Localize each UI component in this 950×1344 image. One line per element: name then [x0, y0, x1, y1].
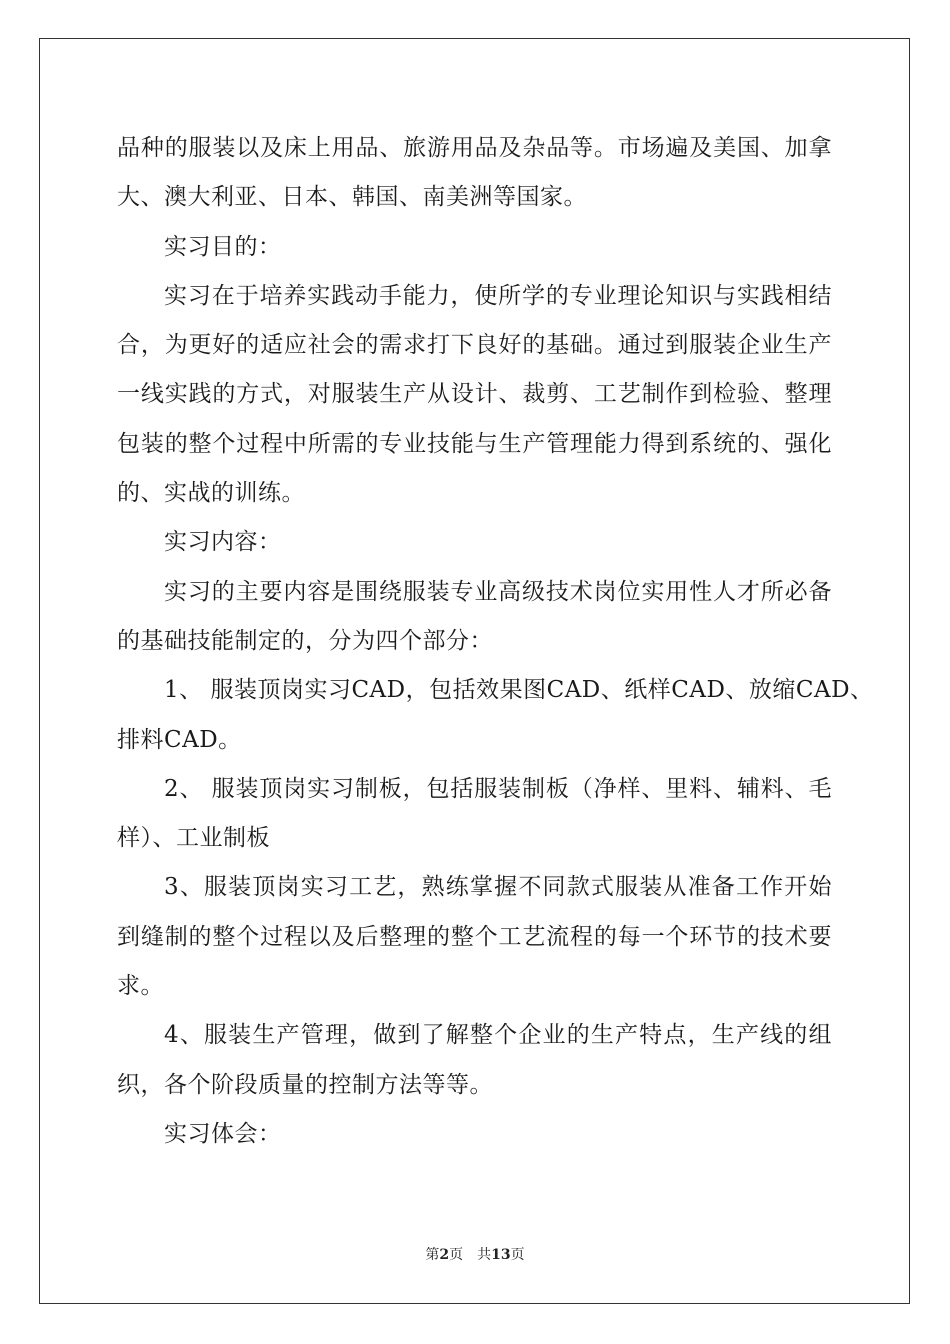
- page-number-suffix: 页: [449, 1247, 464, 1263]
- text-line: 求。: [117, 973, 164, 1000]
- text-line: 2、 服装顶岗实习制板，包括服装制板（净样、里料、辅料、毛: [164, 775, 832, 802]
- text-line: 包装的整个过程中所需的专业技能与生产管理能力得到系统的、强化: [117, 430, 832, 457]
- page-footer: [0, 1245, 950, 1265]
- text-line: 实习的主要内容是围绕服装专业高级技术岗位实用性人才所必备: [164, 578, 832, 605]
- text-line: 实习体会：: [164, 1120, 282, 1147]
- text-line: 的基础技能制定的，分为四个部分：: [117, 627, 493, 654]
- total-pages-suffix: 页: [510, 1247, 525, 1263]
- text-line: 织，各个阶段质量的控制方法等等。: [117, 1071, 493, 1098]
- text-line: 排料CAD。: [117, 726, 242, 753]
- total-pages-prefix: 共: [477, 1247, 492, 1263]
- document-body: [117, 124, 874, 1159]
- text-line: 到缝制的整个过程以及后整理的整个工艺流程的每一个环节的技术要: [117, 923, 832, 950]
- text-line: 样）、工业制板: [117, 825, 270, 852]
- text-line: 大、澳大利亚、日本、韩国、南美洲等国家。: [117, 184, 587, 211]
- page-number: 2: [439, 1247, 450, 1263]
- page-number-prefix: 第: [425, 1247, 440, 1263]
- total-pages: 13: [491, 1247, 511, 1263]
- text-line: 3、服装顶岗实习工艺，熟练掌握不同款式服装从准备工作开始: [164, 874, 832, 901]
- text-line: 实习目的：: [164, 233, 282, 260]
- text-line: 的、实战的训练。: [117, 480, 305, 507]
- text-line: 品种的服装以及床上用品、旅游用品及杂品等。市场遍及美国、加拿: [117, 135, 832, 161]
- text-line: 实习在于培养实践动手能力，使所学的专业理论知识与实践相结: [164, 282, 832, 309]
- text-line: 一线实践的方式，对服装生产从设计、裁剪、工艺制作到检验、整理: [117, 381, 832, 408]
- text-line: 1、 服装顶岗实习CAD，包括效果图CAD、纸样CAD、放缩CAD、: [164, 677, 874, 704]
- text-line: 合，为更好的适应社会的需求打下良好的基础。通过到服装企业生产: [117, 332, 832, 359]
- text-line: 实习内容：: [164, 529, 282, 556]
- text-line: 4、服装生产管理，做到了解整个企业的生产特点，生产线的组: [164, 1022, 832, 1049]
